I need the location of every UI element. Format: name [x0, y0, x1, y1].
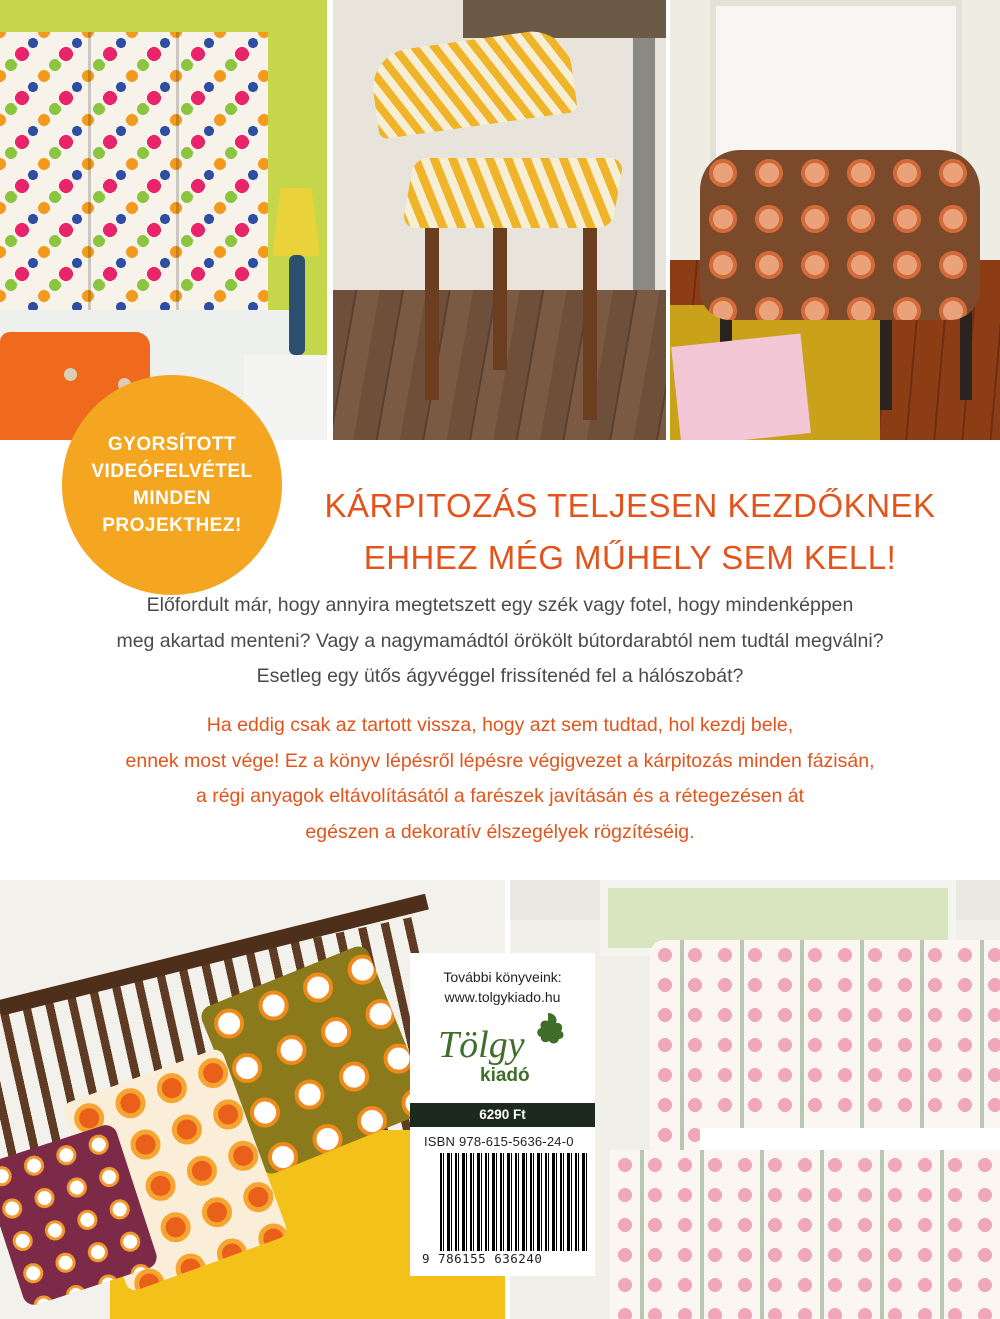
lamp-shade	[272, 188, 320, 256]
badge-line: VIDEÓFELVÉTEL	[91, 461, 253, 482]
desk-top	[463, 0, 666, 38]
headline-line: EHHEZ MÉG MŰHELY SEM KELL!	[363, 539, 897, 576]
barcode-digits: 9 786155 636240	[422, 1251, 543, 1266]
bench-box	[610, 1150, 1000, 1319]
tolgy-logo	[430, 1009, 575, 1089]
tufted-cushion	[700, 150, 980, 320]
lamp-base	[289, 255, 305, 355]
chair-back	[368, 27, 578, 140]
headline	[290, 480, 970, 584]
badge-line: GYORSÍTOTT	[107, 434, 237, 455]
isbn-text: ISBN 978-615-5636-24-0	[424, 1134, 574, 1149]
badge-line: PROJEKTHEZ!	[102, 515, 242, 536]
publisher-card	[410, 953, 595, 1276]
intro-paragraph	[30, 588, 970, 695]
price-bar: 6290 Ft	[410, 1103, 595, 1127]
barcode	[440, 1153, 590, 1251]
bench-lid	[650, 940, 1000, 1150]
logo-word: Tölgy	[438, 1024, 525, 1066]
magazine	[671, 333, 811, 440]
intro-line: Előfordult már, hogy annyira megtetszett egy szék vagy fotel, hogy mindenképpen	[146, 594, 854, 616]
footstool-photo	[670, 0, 1000, 440]
more-books-text	[410, 967, 595, 1007]
chair-seat	[402, 158, 624, 228]
intro-line: meg akartad menteni? Vagy a nagymamádtól örökölt bútordarabtól nem tudtál megválni?	[116, 629, 884, 652]
headboard-photo	[0, 0, 327, 440]
description-line: Ha eddig csak az tartott vissza, hogy azt sem tudtad, hol kezdj bele,	[206, 714, 794, 736]
logo-sub: kiadó	[480, 1065, 530, 1086]
website-link[interactable]: www.tolgykiado.hu	[444, 989, 561, 1005]
chair-leg	[583, 200, 597, 420]
description-paragraph	[30, 708, 970, 850]
description-line: a régi anyagok eltávolításától a farészek javításán és a rétegezésen át	[195, 785, 805, 807]
description-line: ennek most vége! Ez a könyv lépésről lépésre végigvezet a kárpitozás minden fázisán,	[125, 749, 875, 772]
pillow-button	[64, 368, 77, 381]
description-line: egészen a dekoratív élszegélyek rögzítéséig.	[305, 820, 695, 843]
video-badge	[62, 375, 282, 595]
oak-leaf-icon	[537, 1013, 563, 1043]
more-books-label: További könyveink:	[443, 969, 562, 985]
chair-photo	[333, 0, 666, 440]
headline-line: KÁRPITOZÁS TELJESEN KEZDŐKNEK	[324, 487, 936, 524]
intro-line: Esetleg egy ütős ágyvéggel frissítenéd fel a hálószobát?	[256, 665, 744, 687]
badge-line: MINDEN	[133, 488, 211, 509]
